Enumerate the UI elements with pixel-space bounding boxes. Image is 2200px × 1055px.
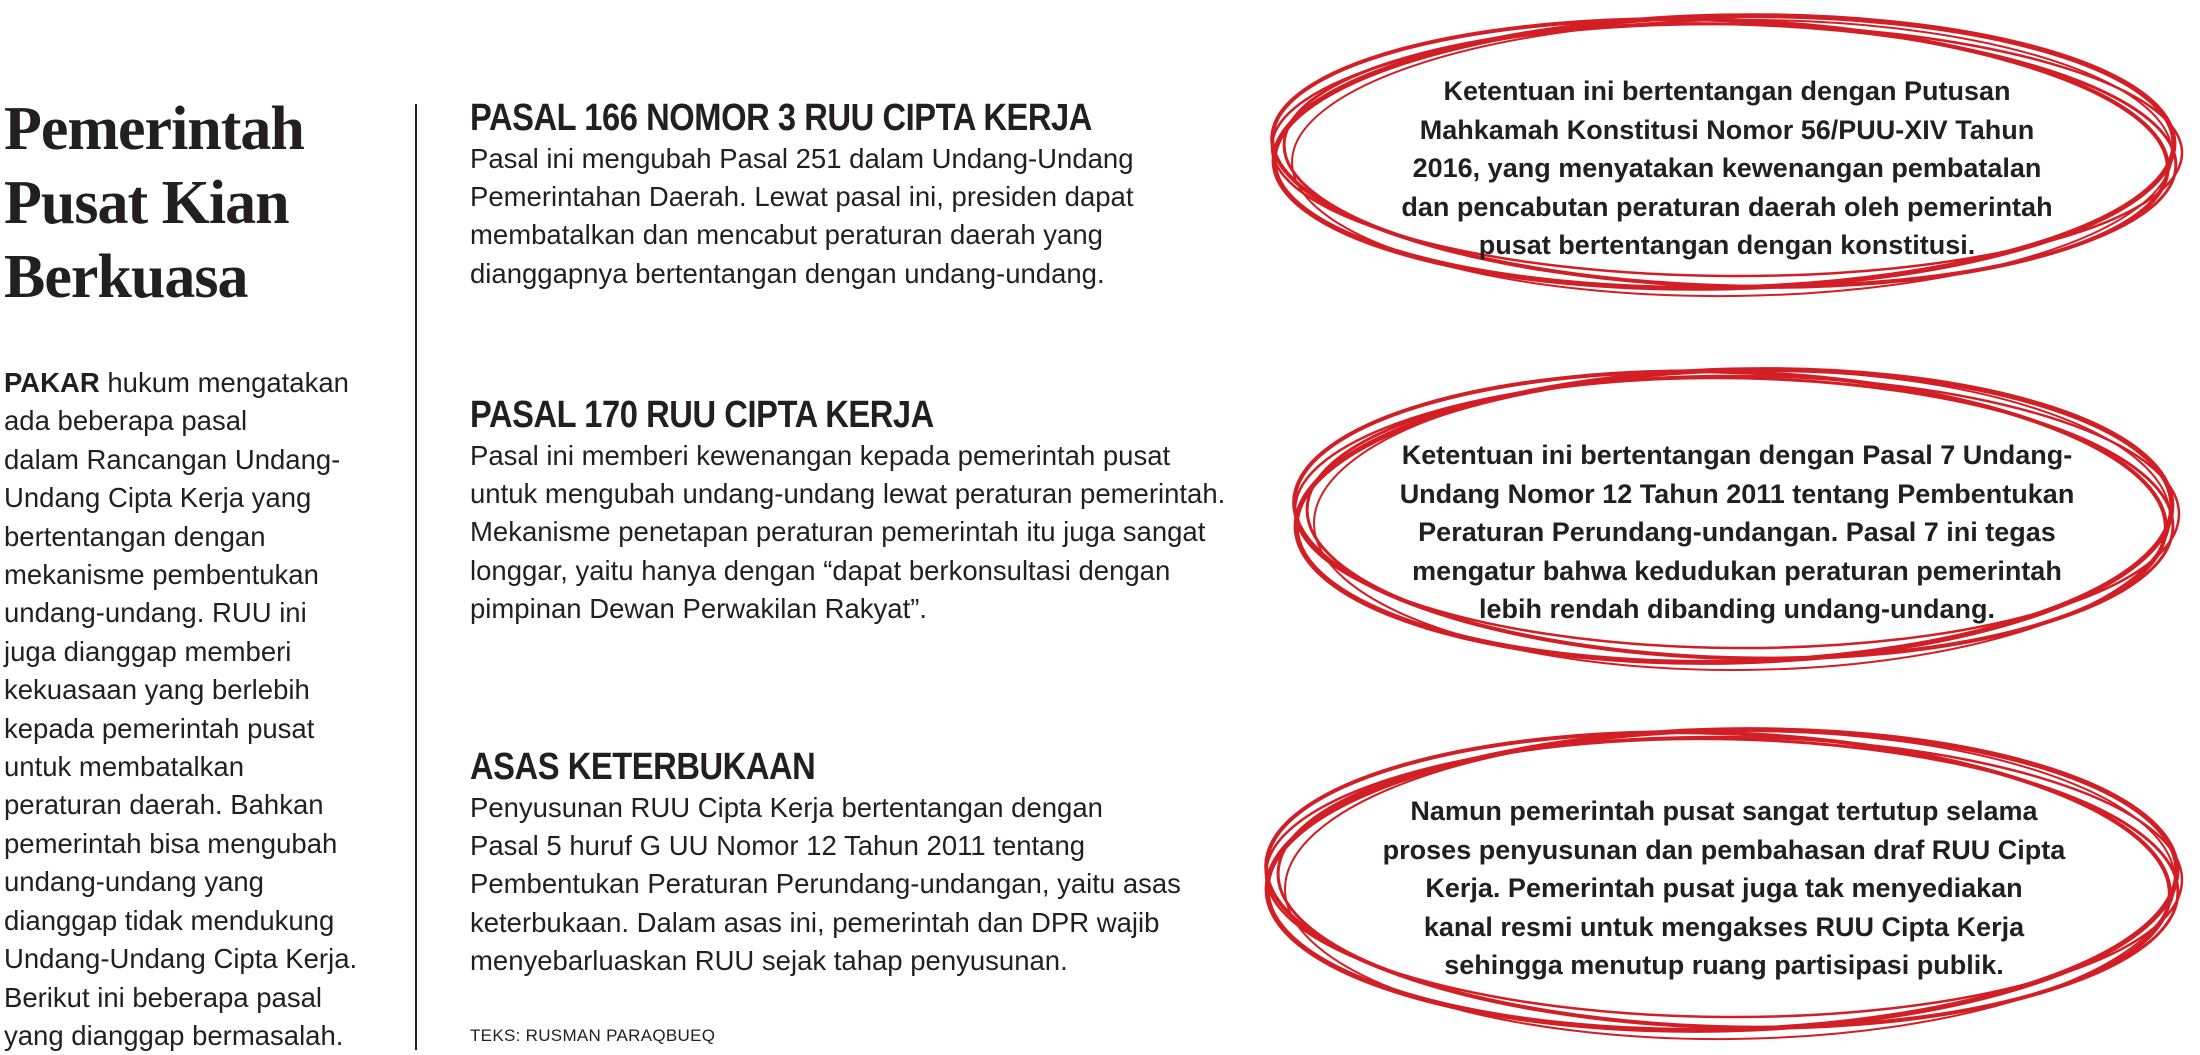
note-line: Namun pemerintah pusat sangat tertutup selama [1410,796,2038,826]
title-line: Pemerintah [4,95,304,163]
body-line: Pasal ini mengubah Pasal 251 dalam Undang-Undang [470,143,1134,174]
intro-line: yang dianggap bermasalah. [4,1019,344,1051]
intro-line: Undang Cipta Kerja yang [4,482,312,514]
page-title [4,92,384,314]
note-asas-keterbukaan [1254,712,2194,1047]
intro-line: ada beberapa pasal [4,405,248,437]
section-asas-keterbukaan [470,745,1270,980]
note-pasal-166 [1262,2,2192,302]
body-line: dianggapnya bertentangan dengan undang-undang. [470,257,1105,289]
intro-line: Undang-Undang Cipta Kerja. [4,943,358,975]
intro-paragraph [4,364,384,1055]
intro-lead: PAKAR [4,367,100,398]
title-line: Pusat Kian [4,169,289,237]
note-line: Ketentuan ini bertentangan dengan Putusan [1443,76,2011,106]
note-line: sehingga menutup ruang partisipasi publik. [1444,950,2004,980]
author-credit: TEKS: RUSMAN PARAQBUEQ [470,1026,716,1045]
section-heading: PASAL 170 RUU CIPTA KERJA [470,394,934,436]
body-line: Penyusunan RUU Cipta Kerja bertentangan dengan [470,792,1103,823]
section-pasal-166 [470,96,1270,293]
note-line: Kerja. Pemerintah pusat juga tak menyediakan [1425,873,2023,903]
section-body [470,437,1270,628]
note-line: kanal resmi untuk mengakses RUU Cipta Kerja [1423,911,2025,942]
note-line: 2016, yang menyatakan kewenangan pembatalan [1412,153,2042,183]
note-line: proses penyusunan dan pembahasan draf RUU Cipta [1382,834,2066,865]
intro-line: mekanisme pembentukan [4,559,319,591]
intro-line: bertentangan dengan [4,520,266,552]
intro-line: peraturan daerah. Bahkan [4,789,324,821]
intro-line: juga dianggap memberi [4,635,292,667]
note-line: dan pencabutan peraturan daerah oleh pemerintah [1401,191,2053,222]
body-line: Mekanisme penetapan peraturan pemerintah itu juga sangat [470,516,1206,548]
intro-line: untuk membatalkan [4,751,244,783]
body-line: longgar, yaitu hanya dengan “dapat berkonsultasi dengan [470,554,1171,586]
intro-line: kekuasaan yang berlebih [4,674,310,706]
column-divider [415,104,417,1050]
intro-line: Berikut ini beberapa pasal [4,981,322,1013]
intro-line: dianggap tidak mendukung [4,904,335,936]
intro-line: undang-undang yang [4,866,264,898]
section-heading: ASAS KETERBUKAAN [470,746,816,788]
section-pasal-170 [470,393,1270,628]
body-line: untuk mengubah undang-undang lewat peraturan pemerintah. [470,478,1226,510]
intro-line: kepada pemerintah pusat [4,712,315,744]
note-pasal-170 [1282,350,2192,680]
note-line: mengatur bahwa kedudukan peraturan pemerintah [1412,555,2062,586]
note-line: pusat bertentangan dengan konstitusi. [1478,230,1976,260]
body-line: menyebarluaskan RUU sejak tahap penyusunan. [470,944,1068,976]
note-line: Ketentuan ini bertentangan dengan Pasal 7 Undang- [1401,440,2073,470]
note-text [1312,72,2142,265]
body-line: keterbukaan. Dalam asas ini, pemerintah dan DPR wajib [470,906,1160,938]
section-body [470,140,1270,293]
intro-line: undang-undang. RUU ini [4,597,307,629]
intro-line [4,364,384,402]
intro-line: dalam Rancangan Undang- [4,443,341,475]
note-line: Undang Nomor 12 Tahun 2011 tentang Pembentukan [1399,478,2075,509]
body-line: Pasal 5 huruf G UU Nomor 12 Tahun 2011 tentang [470,830,1086,862]
note-line: lebih rendah dibanding undang-undang. [1479,594,1995,624]
section-heading: PASAL 166 NOMOR 3 RUU CIPTA KERJA [470,97,1092,139]
note-text [1322,436,2152,629]
body-line: Pasal ini memberi kewenangan kepada pemerintah pusat [470,440,1171,471]
intro-line-rest: hukum mengatakan [99,367,349,398]
left-column [4,92,384,1055]
title-line: Berkuasa [4,243,248,311]
note-line: Peraturan Perundang-undangan. Pasal 7 ini tegas [1418,517,2056,547]
body-line: pimpinan Dewan Perwakilan Rakyat”. [470,592,928,624]
note-line: Mahkamah Konstitusi Nomor 56/PUU-XIV Tahun [1419,114,2035,145]
intro-line: pemerintah bisa mengubah [4,827,338,859]
body-line: Pembentukan Peraturan Perundang-undangan, yaitu asas [470,868,1181,900]
body-line: membatalkan dan mencabut peraturan daerah yang [470,219,1103,251]
note-text [1309,792,2139,985]
section-body [470,789,1270,980]
body-line: Pemerintahan Daerah. Lewat pasal ini, presiden dapat [470,181,1134,213]
